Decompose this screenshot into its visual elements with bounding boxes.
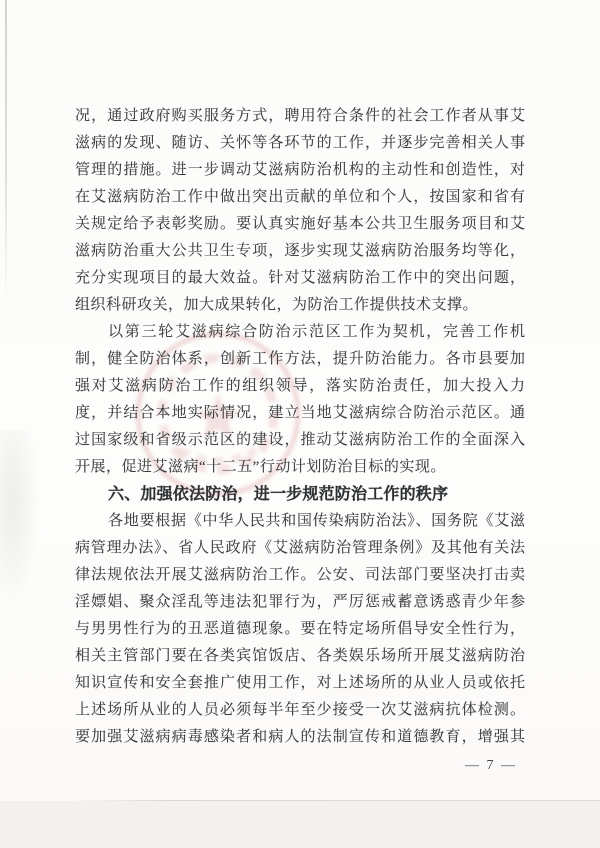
page-number: — 7 — — [465, 758, 517, 773]
document-line: 知识宣传和安全套推广使用工作，对上述场所的从业人员或依托 — [75, 675, 525, 691]
document-line: 滋病的发现、随访、关怀等各环节的工作，并逐步完善相关人事 — [75, 135, 525, 151]
document-line: 强对艾滋病防治工作的组织领导，落实防治责任，加大投入力 — [75, 378, 525, 394]
document-line: 律法规依法开展艾滋病防治工作。公安、司法部门要坚决打击卖 — [75, 567, 525, 583]
document-line: 与男男性行为的丑恶道德现象。要在特定场所倡导安全性行为， — [75, 621, 525, 637]
document-line: 况，通过政府购买服务方式，聘用符合条件的社会工作者从事艾 — [75, 108, 525, 124]
document-line: 以第三轮艾滋病综合防治示范区工作为契机，完善工作机 — [108, 324, 525, 340]
scan-edge-artifact — [5, 0, 7, 310]
document-line: 要加强艾滋病病毒感染者和病人的法制宣传和道德教育，增强其 — [75, 729, 525, 745]
document-line: 组织科研攻关，加大成果转化，为防治工作提供技术支撑。 — [75, 297, 479, 313]
document-line: 各地要根据《中华人民共和国传染病防治法》、国务院《艾滋 — [108, 513, 525, 529]
document-line: 在艾滋病防治工作中做出突出贡献的单位和个人，按国家和省有 — [75, 189, 525, 205]
document-line: 淫嫖娼、聚众淫乱等违法犯罪行为，严厉惩戒蓄意诱惑青少年参 — [75, 594, 525, 610]
document-line: 上述场所从业的人员必须每半年至少接受一次艾滋病抗体检测。 — [75, 702, 525, 718]
document-line: 度，并结合本地实际情况，建立当地艾滋病综合防治示范区。通 — [75, 405, 525, 421]
document-line: 制，健全防治体系，创新工作方法，提升防治能力。各市县要加 — [75, 351, 525, 367]
section-heading: 六、加强依法防治，进一步规范防治工作的秩序 — [108, 486, 449, 503]
document-body — [75, 103, 525, 751]
document-line: 开展，促进艾滋病“十二五”行动计划防治目标的实现。 — [75, 459, 446, 475]
document-line: 病管理办法》、省人民政府《艾滋病防治管理条例》及其他有关法 — [75, 540, 525, 556]
document-line: 过国家级和省级示范区的建设，推动艾滋病防治工作的全面深入 — [75, 432, 525, 448]
document-line: 管理的措施。进一步调动艾滋病防治机构的主动性和创造性，对 — [75, 162, 525, 178]
document-line: 相关主管部门要在各类宾馆饭店、各类娱乐场所开展艾滋病防治 — [75, 648, 525, 664]
scan-background-strip — [0, 801, 600, 848]
document-line: 充分实现项目的最大效益。针对艾滋病防治工作中的突出问题， — [75, 270, 525, 286]
document-line: 滋病防治重大公共卫生专项，逐步实现艾滋病防治服务均等化， — [75, 243, 525, 259]
scan-smudge — [0, 430, 40, 610]
document-line: 关规定给予表彰奖励。要认真实施好基本公共卫生服务项目和艾 — [75, 216, 525, 232]
